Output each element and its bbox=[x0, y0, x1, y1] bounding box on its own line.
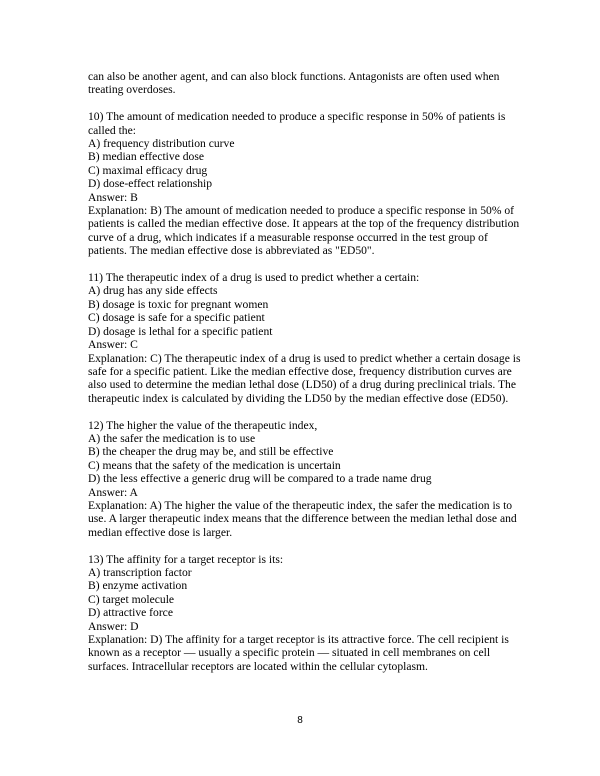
answer-option: B) enzyme activation bbox=[88, 579, 188, 593]
answer-option: D) the less effective a generic drug will be compared to a trade name drug bbox=[88, 472, 432, 486]
intro-paragraph: can also be another agent, and can also block functions. Antagonists are often used when treating overdoses. bbox=[88, 70, 500, 97]
document-body bbox=[88, 70, 522, 673]
answer-option: C) maximal efficacy drug bbox=[88, 163, 208, 177]
answer-option: B) the cheaper the drug may be, and still be effective bbox=[88, 445, 334, 459]
question-block bbox=[88, 271, 522, 405]
question-stem: 12) The higher the value of the therapeutic index, bbox=[88, 418, 318, 432]
question-block bbox=[88, 110, 522, 257]
answer-option: A) the safer the medication is to use bbox=[88, 431, 256, 445]
answer-option: A) transcription factor bbox=[88, 565, 192, 579]
answer-option: D) dosage is lethal for a specific patient bbox=[88, 324, 273, 338]
answer-option: C) means that the safety of the medication is uncertain bbox=[88, 458, 341, 472]
explanation: Explanation: D) The affinity for a target receptor is its attractive force. The cell recipient is known as a receptor — usually a specific protein — situated in cell membranes on cell surfaces. Intracellular receptors are located within the cellular cytoplasm. bbox=[88, 633, 509, 673]
answer-option: D) dose-effect relationship bbox=[88, 177, 213, 191]
answer-option: D) attractive force bbox=[88, 606, 173, 620]
question-block bbox=[88, 419, 522, 540]
page-number: 8 bbox=[297, 715, 303, 726]
answer-option: B) dosage is toxic for pregnant women bbox=[88, 297, 269, 311]
answer-key: Answer: A bbox=[88, 485, 138, 499]
question-stem: 11) The therapeutic index of a drug is used to predict whether a certain: bbox=[88, 271, 420, 285]
answer-option: C) dosage is safe for a specific patient bbox=[88, 311, 265, 325]
question-stem: 10) The amount of medication needed to produce a specific response in 50% of patients is called the: bbox=[88, 110, 506, 137]
explanation: Explanation: C) The therapeutic index of a drug is used to predict whether a certain dosage is safe for a specific patient. Like the median effective dose, frequency distribution curves are also used to determine the median lethal dose (LD50) of a drug during preclinical trials. The therapeutic index is calculated by dividing the LD50 by the median effective dose (ED50). bbox=[88, 351, 521, 405]
explanation: Explanation: A) The higher the value of the therapeutic index, the safer the medication is to use. A larger therapeutic index means that the difference between the median lethal dose and median effective dose is larger. bbox=[88, 498, 517, 539]
answer-option: A) frequency distribution curve bbox=[88, 137, 235, 151]
answer-option: A) drug has any side effects bbox=[88, 284, 218, 298]
answer-option: C) target molecule bbox=[88, 592, 175, 606]
answer-key: Answer: D bbox=[88, 619, 139, 633]
explanation: Explanation: B) The amount of medication needed to produce a specific response in 50% of patients is called the median effective dose. It appears at the top of the frequency distribution curve of a drug, which indicates if a measurable response occurred in the test group of patients. The median effective dose is abbreviated as "ED50". bbox=[88, 204, 520, 258]
answer-key: Answer: C bbox=[88, 338, 138, 352]
answer-option: B) median effective dose bbox=[88, 150, 204, 164]
question-block bbox=[88, 553, 522, 674]
question-stem: 13) The affinity for a target receptor is its: bbox=[88, 552, 284, 566]
answer-key: Answer: B bbox=[88, 190, 138, 204]
